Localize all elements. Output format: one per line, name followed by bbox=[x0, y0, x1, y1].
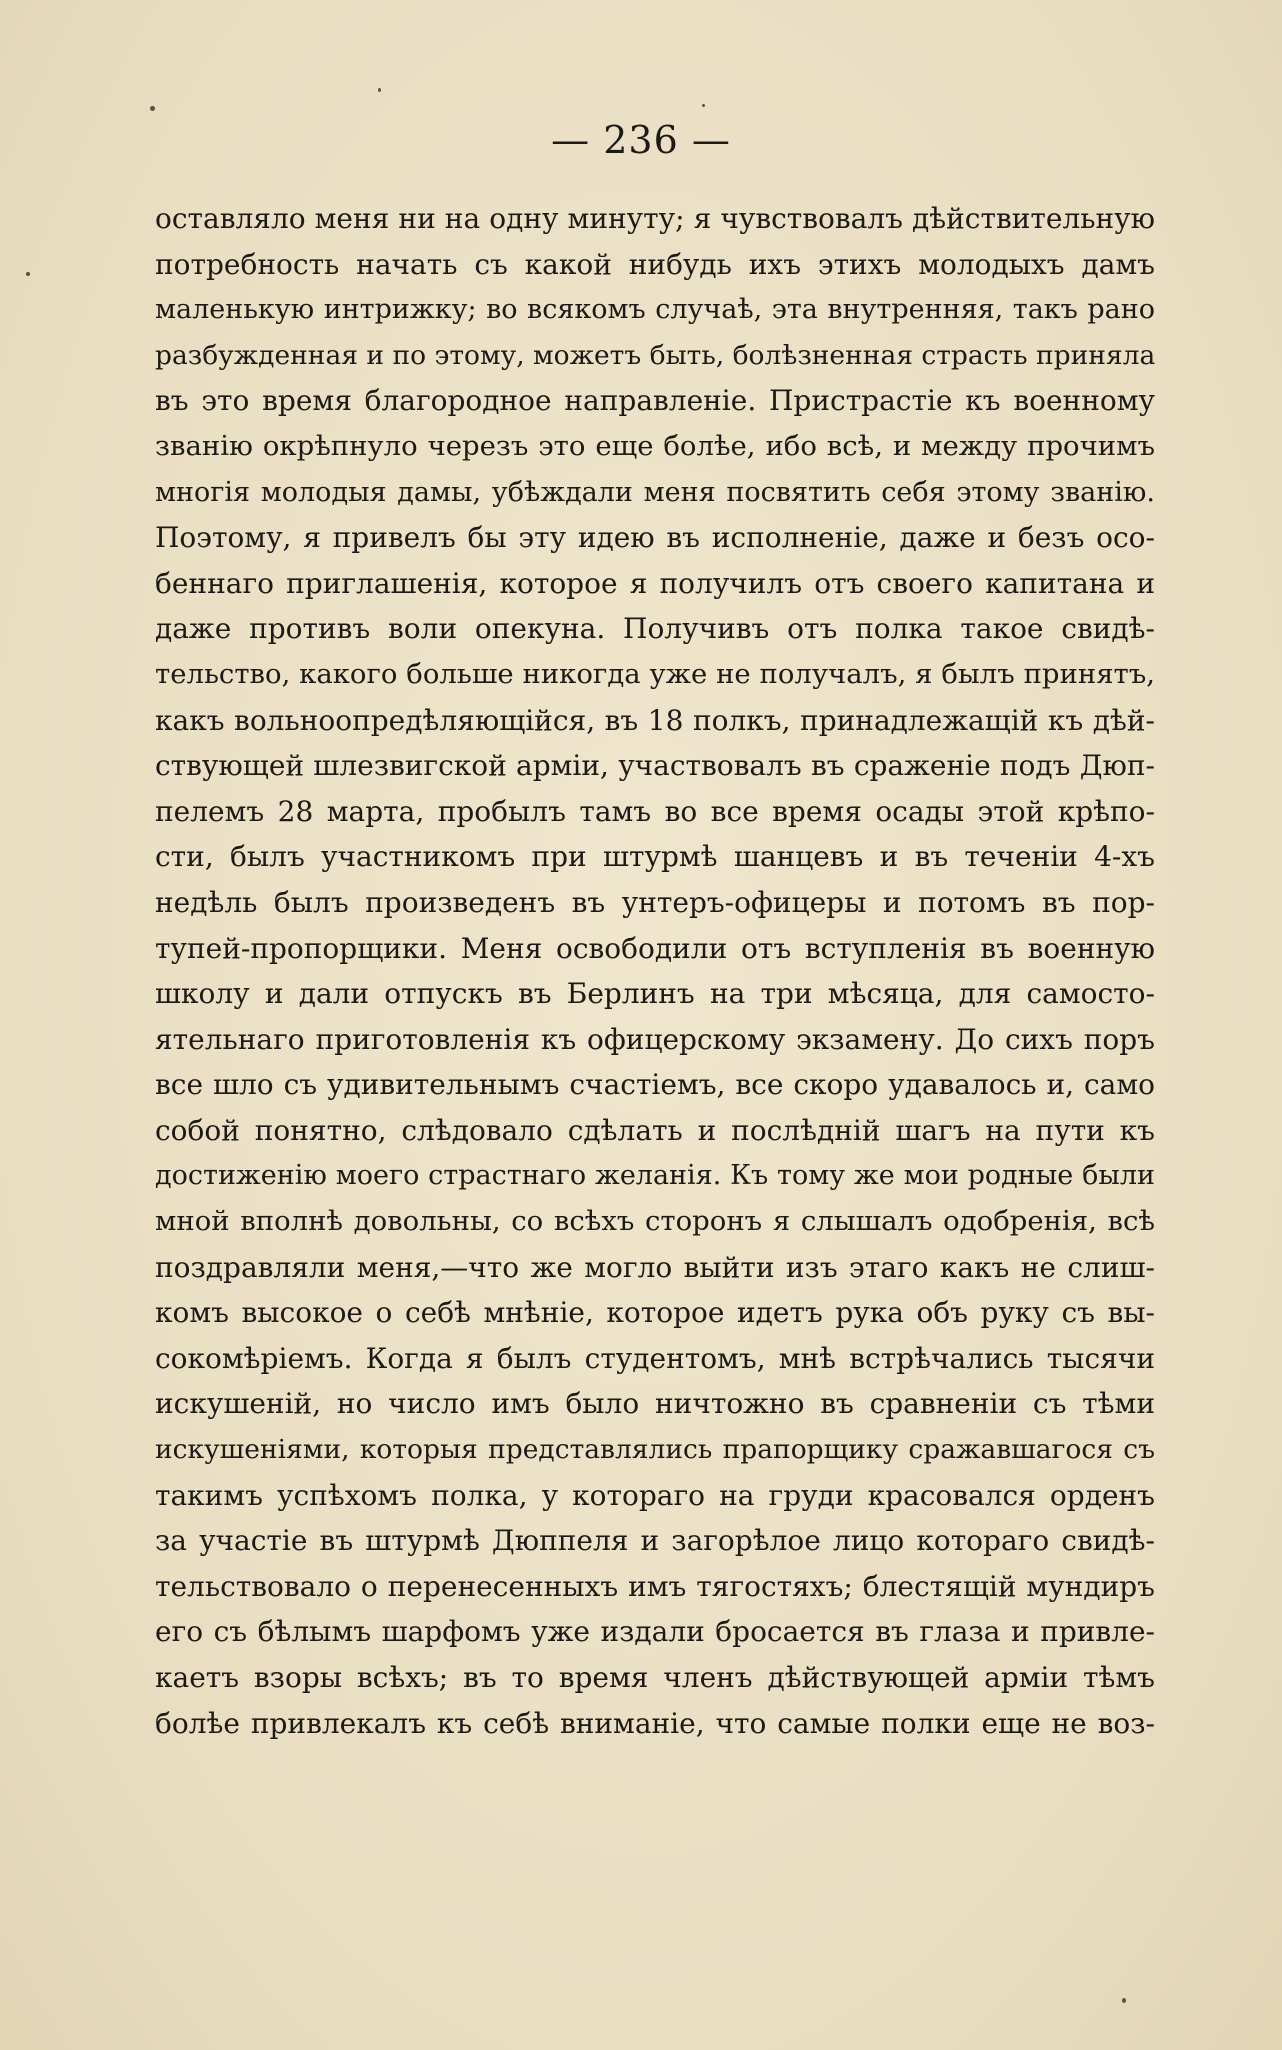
text-line: тельство, какого больше никогда уже не получалъ, я былъ принятъ, bbox=[155, 657, 1155, 690]
text-line: за участіе въ штурмѣ Дюппеля и загорѣлое лицо котораго свидѣ- bbox=[155, 1524, 1155, 1558]
text-line: комъ высокое о себѣ мнѣніе, которое идетъ рука объ руку съ вы- bbox=[155, 1296, 1155, 1330]
text-line: разбужденная и по этому, можетъ быть, болѣзненная страсть приняла bbox=[155, 339, 1156, 371]
text-line: каетъ взоры всѣхъ; въ то время членъ дѣйствующей арміи тѣмъ bbox=[155, 1661, 1155, 1694]
text-line: все шло съ удивительнымъ счастіемъ, все скоро удавалось и, само bbox=[155, 1068, 1155, 1102]
text-line: мной вполнѣ довольны, со всѣхъ сторонъ я слышалъ одобренія, всѣ bbox=[155, 1205, 1155, 1238]
text-line: Поэтому, я привелъ бы эту идею въ исполненіе, даже и безъ осо- bbox=[155, 521, 1155, 555]
text-line: собой понятно, слѣдовало сдѣлать и послѣдній шагъ на пути къ bbox=[155, 1113, 1155, 1147]
text-line: беннаго приглашенія, которое я получилъ отъ своего капитана и bbox=[155, 566, 1155, 600]
text-line: тельствовало о перенесенныхъ имъ тягостяхъ; блестящій мундиръ bbox=[155, 1569, 1155, 1603]
text-line: ятельнаго приготовленія къ офицерскому экзамену. До сихъ поръ bbox=[155, 1022, 1155, 1056]
text-line: многія молодыя дамы, убѣждали меня посвятить себя этому званію. bbox=[155, 476, 1155, 508]
text-line: такимъ успѣхомъ полка, у котораго на груди красовался орденъ bbox=[155, 1478, 1155, 1512]
ink-speck bbox=[378, 88, 381, 92]
text-line: ствующей шлезвигской арміи, участвовалъ въ сраженіе подъ Дюп- bbox=[155, 749, 1155, 783]
text-line: искушеніями, которыя представлялись прапорщику сражавшагося съ bbox=[155, 1434, 1155, 1466]
text-line: даже противъ воли опекуна. Получивъ отъ полка такое свидѣ- bbox=[155, 612, 1155, 646]
text-line: его съ бѣлымъ шарфомъ уже издали бросается въ глаза и привле- bbox=[155, 1615, 1155, 1649]
text-line: недѣль былъ произведенъ въ унтеръ-офицеры и потомъ въ пор- bbox=[155, 885, 1155, 919]
page-number: — 236 — bbox=[551, 118, 731, 162]
text-line: потребность начать съ какой нибудь ихъ этихъ молодыхъ дамъ bbox=[155, 247, 1155, 281]
ink-speck bbox=[1122, 1998, 1126, 2003]
text-line: сти, былъ участникомъ при штурмѣ шанцевъ и въ теченіи 4-хъ bbox=[155, 840, 1155, 874]
text-line: тупей-пропорщики. Меня освободили отъ вступленія въ военную bbox=[155, 931, 1155, 965]
text-line: въ это время благородное направленіе. Пристрастіе къ военному bbox=[155, 384, 1155, 418]
text-line: оставляло меня ни на одну минуту; я чувствовалъ дѣйствительную bbox=[155, 202, 1155, 235]
body-text bbox=[155, 196, 1155, 1746]
text-line: искушеній, но число имъ было ничтожно въ сравненіи съ тѣми bbox=[155, 1387, 1155, 1421]
ink-speck bbox=[26, 272, 30, 276]
text-line: сокомѣріемъ. Когда я былъ студентомъ, мнѣ встрѣчались тысячи bbox=[155, 1341, 1155, 1375]
text-line: школу и дали отпускъ въ Берлинъ на три мѣсяца, для самосто- bbox=[155, 977, 1155, 1011]
text-line: достиженію моего страстнаго желанія. Къ тому же мои родные были bbox=[155, 1160, 1155, 1192]
ink-speck bbox=[150, 106, 155, 111]
text-line: маленькую интрижку; во всякомъ случаѣ, эта внутренняя, такъ рано bbox=[155, 294, 1155, 326]
ink-speck bbox=[702, 104, 705, 107]
text-line: какъ вольноопредѣляющійся, въ 18 полкъ, принадлежащій къ дѣй- bbox=[155, 703, 1155, 737]
text-line: поздравляли меня,—что же могло выйти изъ этаго какъ не слиш- bbox=[155, 1250, 1155, 1284]
text-line: болѣе привлекалъ къ себѣ вниманіе, что самые полки еще не воз- bbox=[155, 1706, 1155, 1740]
text-line: пелемъ 28 марта, пробылъ тамъ во все время осады этой крѣпо- bbox=[155, 794, 1155, 828]
text-line: званію окрѣпнуло черезъ это еще болѣе, ибо всѣ, и между прочимъ bbox=[155, 429, 1155, 462]
